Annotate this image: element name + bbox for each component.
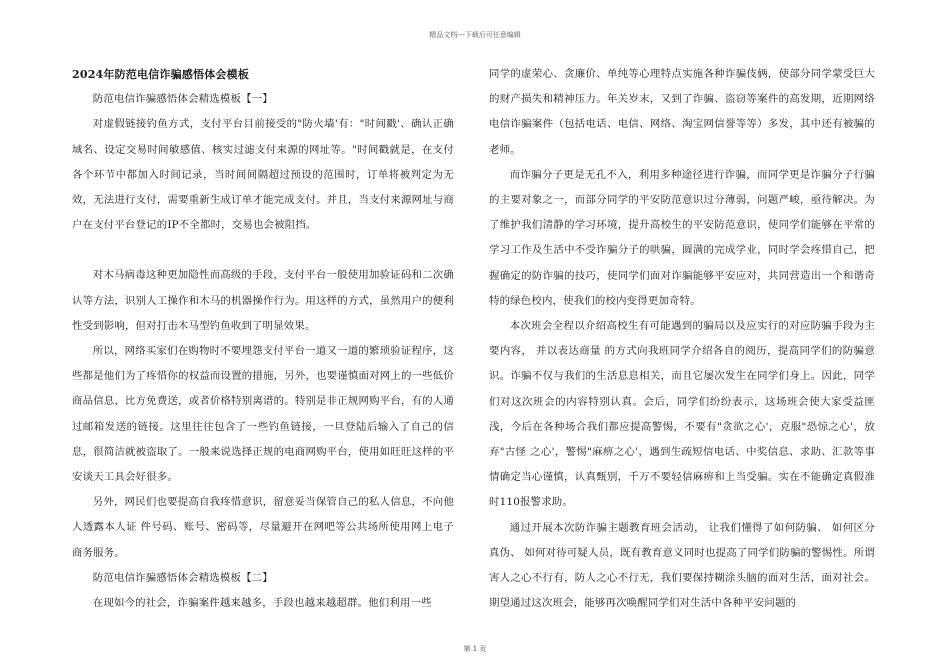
page-header: 精品文档---下载后可任意编辑 [429, 31, 521, 39]
left-column [72, 62, 454, 616]
paragraph: 另外，网民们也要提高自我疼惜意识，留意妥当保管自己的私人信息，不向他人透露本人证 件号码、账号、密码等，尽量避开在网吧等公共场所使用网上电子商务服务。 [72, 496, 454, 559]
paragraph: 通过开展本次防诈骗主题教育班会活动， 让我们懂得了如何防骗、 如何区分真伪、 如何对待可疑人员，既有教育意义同时也提高了同学们防骗的警惕性。所谓害人之心不行有，防人之心不行无，我们要保持糊涂头脑的面对生活，面对社会。 期望通过这次班会，能够再次唤醒同学们对生活中各种平安问题的 [489, 521, 875, 610]
paragraph: 所以，网络买家们在购物时不要埋怨支付平台一道又一道的繁琐验证程序，这些都是他们为了疼惜你的权益而设置的措施，另外，也要谨慎面对网上的一些低价商品信息，比方免费送，或者价格特别离谱的。特别是非正规网购平台，有的人通过邮箱发送的链接。这里往往包含了一些钓鱼链接，一旦登陆后输入了自己的信息，很简洁就被盗取了。一般来说选择正规的电商网购平台，使用如旺旺这样的平安谈天工具会好很多。 [72, 345, 454, 484]
right-column [489, 62, 875, 616]
paragraph: 本次班会全程以介绍高校生有可能遇到的骗局以及应实行的对应防骗手段为主要内容， 并以表达商量 的方式向我班同学介绍各自的阅历，提高同学们的防骗意识。诈骗不仅与我们的生活息息相关，而且它屡次发生在同学们身上。因此，同学们对这次班会的内容特别认真。会后，同学们纷纷表示，这场班会使大家受益匪浅，今后在各种场合我们都应提高警惕，不要有"贪欲之心'，克服"恐惊之心'，放弃"古怪 之心'，警惕"麻痹之心'，遇到生疏短信电话、中奖信息、求助、汇款等事情确定当心谨慎，认真甄别，千万不要轻信麻痹和上当受骗。实在不能确定真假准时110报警求助。 [489, 320, 875, 509]
section-heading-1: 防范电信诈骗感悟体会精选模板【一】 [92, 93, 273, 106]
paragraph-gap [72, 238, 454, 263]
paragraph: 在现如今的社会，诈骗案件越来越多，手段也越来越超群。他们利用一些 [92, 597, 432, 610]
section-heading-2: 防范电信诈骗感悟体会精选模板【二】 [92, 571, 273, 584]
paragraph: 对虚假链接钓鱼方式，支付平台目前接受的"防火墙'有："时间戳'、确认正确域名、设定交易时间敏感值、核实过滤支付来源的网址等。"时间戳就是，在支付各个环节中都加入时间记录，当时间间隔超过预设的范围时，订单将被判定为无效，无法进行支付，需要重新生成订单才能完成支付。并且，当支付来源网址与商户在支付平台登记的IP不全都时，交易也会被阻挡。 [72, 118, 454, 232]
paragraph: 对木马病毒这种更加隐性而高级的手段，支付平台一般使用加验证码和二次确认等方法，识别人工操作和木马的机器操作行为。用这样的方式，虽然用户的便利性受到影响，但对打击木马型钓鱼收到了明显效果。 [72, 269, 454, 332]
document-title: 2024年防范电信诈骗感悟体会模板 [72, 68, 250, 81]
paragraph: 而诈骗分子更是无孔不入，利用多种途径进行诈骗，而同学更是诈骗分子行骗的主要对象之一，而部分同学的平安防范意识过分薄弱，问题严峻，亟待解决。为了维护我们清静的学习环境，提升高校生的平安防范意识，使同学们能够在平常的学习工作及生活中不受诈骗分子的哄骗，圆满的完成学业，同时学会疼惜自己，把握确定的防诈骗的技巧，使同学们面对诈骗能够平安应对，共同营造出一个和谐奇特的绿色校内，使我们的校内变得更加奇特。 [489, 168, 875, 307]
paragraph-continued: 同学的虚荣心、贪廉价、单纯等心理特点实施各种诈骗伎俩，使部分同学蒙受巨大的财产损失和精神压力。年关岁末，又到了诈骗、盗窃等案件的高发期，近期网络电信诈骗案件（包括电话、电信、网络、淘宝网信誉等等）多发，其中还有被骗的老师。 [489, 68, 875, 156]
page-number: 第 1 页 [463, 645, 487, 653]
